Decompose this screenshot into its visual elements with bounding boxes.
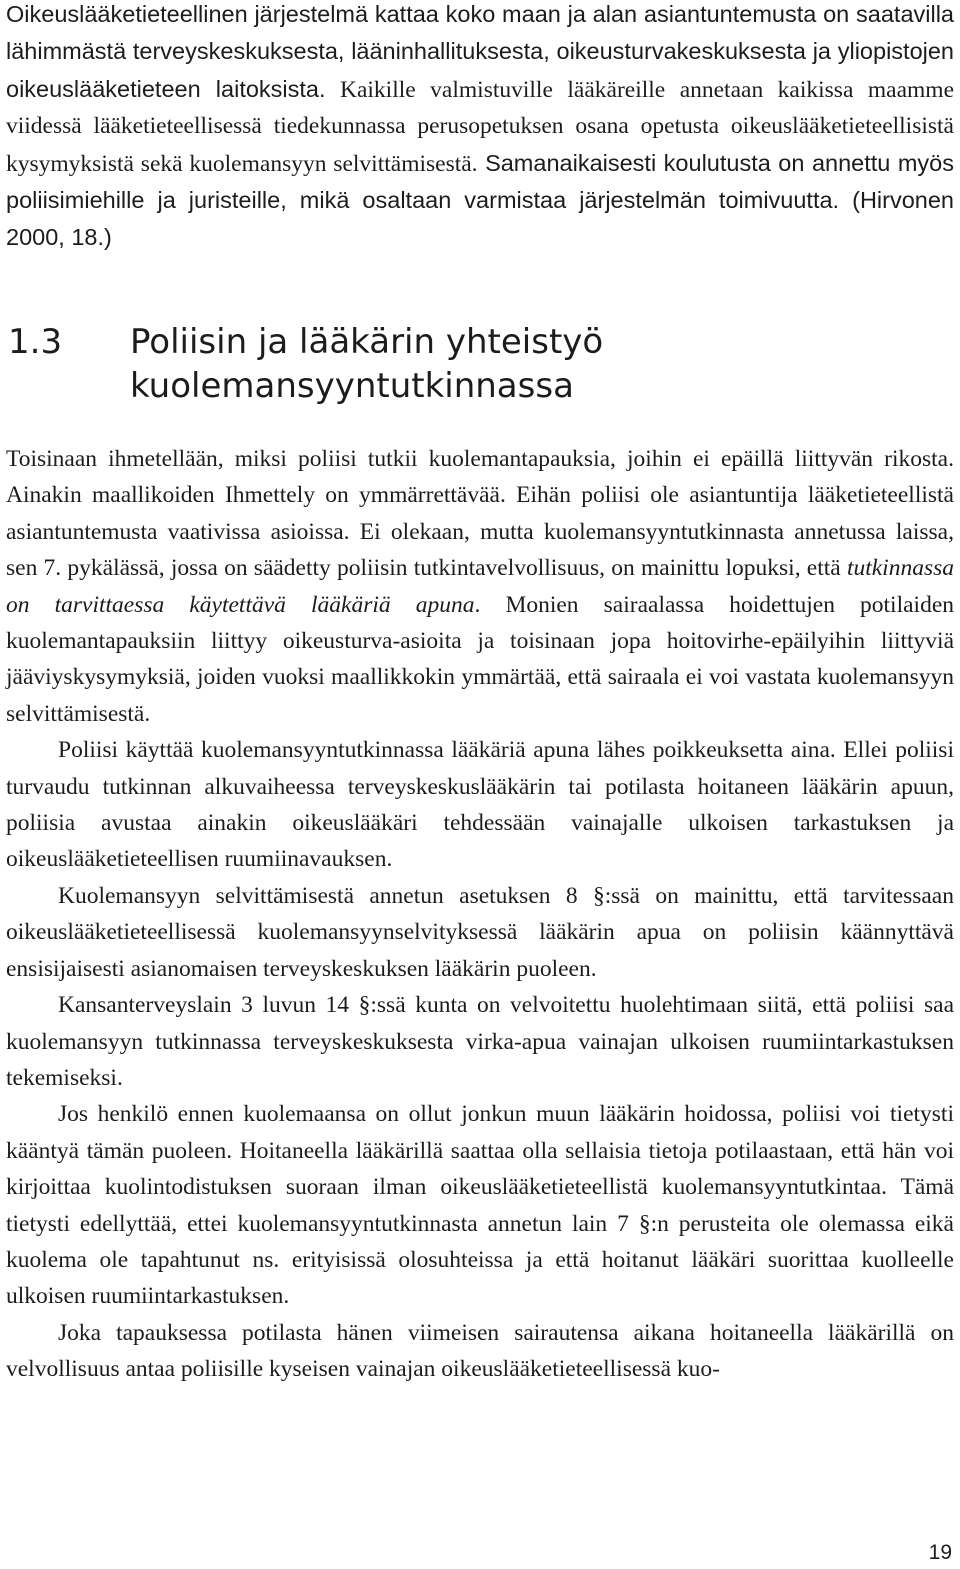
section-title <box>130 320 930 408</box>
intro-text-serif: Kaikille valmistuville lääkäreille annetaan kaikissa maamme viidessä lääketieteellisessä tiedekunnassa perusopetuksen osana opetusta oikeuslääketieteellisistä kysymyksistä sekä kuolemansyyn selvittämisestä. <box>6 76 954 177</box>
body-paragraph-3: Kuolemansyyn selvittämisestä annetun asetuksen 8 §:ssä on mainittu, että tarvitessaan oikeuslääketieteellisessä kuolemansyynselvityksessä lääkärin apua on poliisin käännyttävä ensisijaisesti asianomaisen terveyskeskuksen lääkärin puoleen. <box>6 882 954 982</box>
section-body <box>6 441 954 1388</box>
body-paragraph-1-emphasis: tutkinnassa on tarvittaessa käytettävä lääkäriä apuna <box>6 555 954 618</box>
body-paragraph-1-text-b: . Monien sairaalassa hoidettujen potilaiden kuolemantapauksiin liittyy oikeusturva-asioita ja toisinaan jopa hoitovirhe-epäilyihin liittyviä jääviyskysymyksiä, joiden vuoksi maallikkokin ymmärtää, että sairaala ei voi vastata kuolemansyyn selvittämisestä. <box>6 591 955 727</box>
body-paragraph-1 <box>6 441 954 732</box>
body-paragraph-5: Jos henkilö ennen kuolemaansa on ollut jonkun muun lääkärin hoidossa, poliisi voi tietysti kääntyä tämän puoleen. Hoitaneella lääkärillä saattaa olla sellaisia tietoja potilaastaan, että hän voi kirjoittaa kuolintodistuksen suoraan ilman oikeuslääketieteellistä kuolemansyyntutkintaa. Tämä tietysti edellyttää, ettei kuolemansyyntutkinnasta annetun lain 7 §:n perusteita ole olemassa eikä kuolema ole tapahtunut ns. erityisissä olosuhteissa ja että hoitanut lääkäri suorittaa kuolleelle ulkoisen ruumiintarkastuksen. <box>6 1101 954 1310</box>
body-paragraph-1-text-a: Toisinaan ihmetellään, miksi poliisi tutkii kuolemantapauksia, joihin ei epäillä liittyvän rikosta. Ainakin maallikoiden Ihmettely on ymmärrettävää. Eihän poliisi ole asiantuntija lääketieteellistä asiantuntemusta vaativissa asioissa. Ei olekaan, mutta kuolemansyyntutkinnasta annetussa laissa, sen 7. pykälässä, jossa on säädetty poliisin tutkintavelvollisuus, on mainittu lopuksi, että <box>6 446 954 582</box>
section-number: 1.3 <box>8 322 63 362</box>
intro-text-sans-2: Samanaikaisesti koulutusta on annettu myös poliisimiehille ja juristeille, mikä osaltaan varmistaa järjestelmän toimivuutta. (Hirvonen 2000, 18.) <box>6 149 954 251</box>
section-title-line-2: kuolemansyyntutkinnassa <box>130 366 574 406</box>
body-paragraph-6: Joka tapauksessa potilasta hänen viimeisen sairautensa aikana hoitaneella lääkärillä on velvollisuus antaa poliisille kyseisen vainajan oikeuslääketieteellisessä kuo- <box>6 1319 954 1383</box>
section-title-line-1: Poliisin ja lääkärin yhteistyö <box>130 322 604 362</box>
body-paragraph-4: Kansanterveyslain 3 luvun 14 §:ssä kunta on velvoitettu huolehtimaan siitä, että poliisi saa kuolemansyyn tutkinnassa terveyskeskuksesta virka-apua vainajan ulkoisen ruumiintarkastuksen tekemiseksi. <box>6 992 954 1091</box>
intro-paragraph <box>6 0 954 257</box>
page-number: 19 <box>928 1541 952 1564</box>
body-paragraph-2: Poliisi käyttää kuolemansyyntutkinnassa lääkäriä apuna lähes poikkeuksetta aina. Ellei poliisi turvaudu tutkinnan alkuvaiheessa terveyskeskuslääkärin tai potilasta hoitaneen lääkärin apuun, poliisia avustaa ainakin oikeuslääkäri tehdessään vainajalle ulkoisen tarkastuksen ja oikeuslääketieteellisen ruumiinavauksen. <box>6 737 954 873</box>
intro-paragraph-block <box>6 0 954 257</box>
intro-text-sans-1: Oikeuslääketieteellinen järjestelmä kattaa koko maan ja alan asiantuntemusta on saatavilla lähimmästä terveyskeskuksesta, lääninhallituksesta, oikeusturvakeskuksesta ja yliopistojen oikeuslääketieteen laitoksista. <box>6 1 954 102</box>
